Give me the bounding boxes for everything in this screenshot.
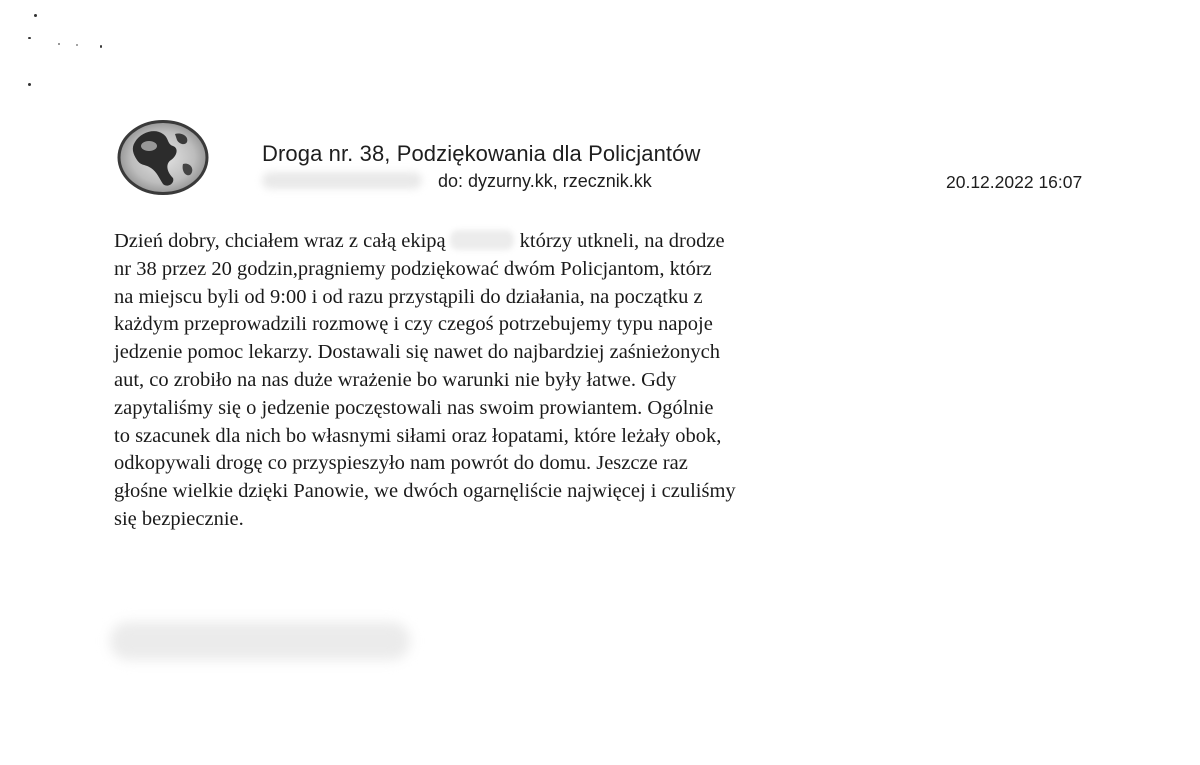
email-datetime: 20.12.2022 16:07 <box>946 172 1083 192</box>
redacted-word <box>450 230 514 250</box>
body-line-part: którzy utkneli, na drodze <box>519 230 725 252</box>
body-line: na miejscu byli od 9:00 i od razu przystąpili do działania, na początku z <box>114 285 703 308</box>
body-line: odkopywali drogę co przyspieszyło nam powrót do domu. Jeszcze raz <box>114 452 688 475</box>
body-line: nr 38 przez 20 godzin,pragniemy podziękować dwóm Policjantom, którz <box>114 257 712 280</box>
body-line: się bezpiecznie. <box>114 507 244 530</box>
scan-speck <box>76 44 78 46</box>
email-body <box>114 228 914 534</box>
globe-icon <box>117 120 209 195</box>
body-line: zapytaliśmy się o jedzenie poczęstowali nas swoim prowiantem. Ogólnie <box>114 396 714 419</box>
body-line: jedzenie pomoc lekarzy. Dostawali się nawet do najbardziej zaśnieżonych <box>114 341 721 364</box>
scan-speck <box>28 37 31 39</box>
body-line <box>114 228 914 256</box>
scan-speck <box>58 43 60 45</box>
sender-name-redacted <box>262 172 422 189</box>
email-subject: Droga nr. 38, Podziękowania dla Policjantów <box>262 141 701 166</box>
body-line: to szacunek dla nich bo własnymi siłami oraz łopatami, które leżały obok, <box>114 424 722 447</box>
email-recipients: do: dyzurny.kk, rzecznik.kk <box>438 171 652 191</box>
scan-speck <box>28 83 31 86</box>
scan-speck <box>34 14 37 17</box>
body-line: aut, co zrobiło na nas duże wrażenie bo warunki nie były łatwe. Gdy <box>114 368 677 391</box>
sender-avatar <box>117 120 209 195</box>
body-line: każdym przeprowadzili rozmowę i czy czegoś potrzebujemy typu napoje <box>114 313 713 336</box>
body-line-part: Dzień dobry, chciałem wraz z całą ekipą <box>114 230 446 252</box>
signature-redacted <box>110 622 410 660</box>
scan-speck <box>100 45 102 48</box>
body-line: głośne wielkie dzięki Panowie, we dwóch ogarnęliście najwięcej i czuliśmy <box>114 480 736 503</box>
